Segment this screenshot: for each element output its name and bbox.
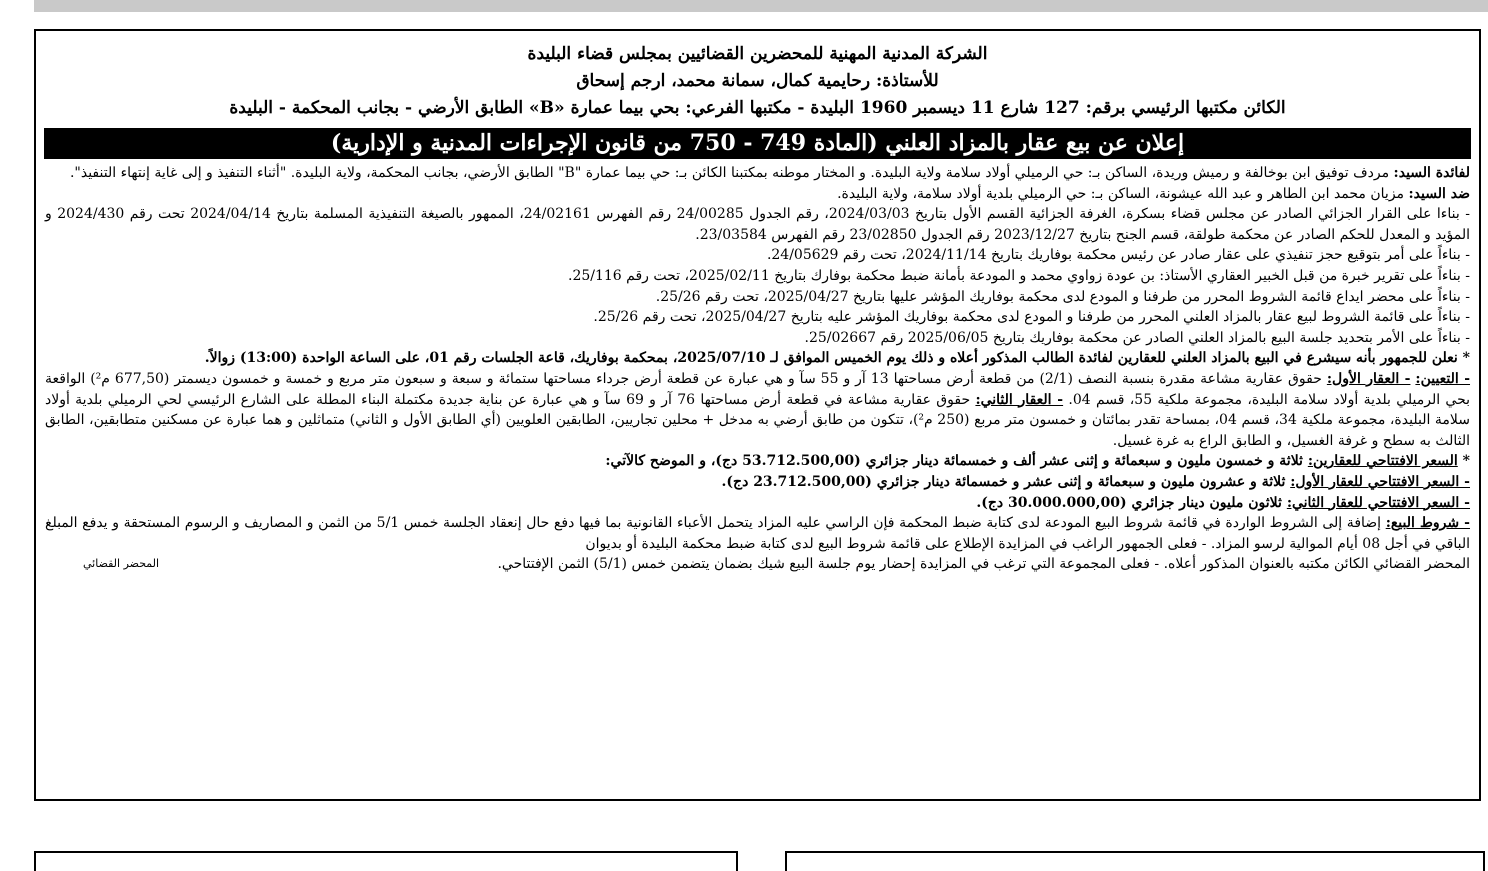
conditions-text: إضافة إلى الشروط الواردة في قائمة شروط البيع المودعة لدى كتابة ضبط المحكمة فإن الراسي عليه المزاد يتحمل الأعباء القانونية بما فيها دفع حال إنعقاد الجلسة خمس 5/1 من الثمن و المصاريف و الرسوم المستحقة و يدفع المبلغ الباقي في أجل 08 أيام الموالية لرسو المزاد. - فعلى الجمهور الراغب في المزايدة الإطلاع على قائمة شروط البيع لدى كتابة ضبط محكمة البليدة أو بديوان — [45, 515, 1470, 552]
conditions-last-line — [45, 554, 1470, 575]
total-price-prefix: * — [1457, 453, 1470, 470]
designation-paragraph — [45, 369, 1470, 451]
first-price-text: ثلاثة و عشرون مليون و سبعمائة و إثنى عشر و خمسمائة دينار جزائري (23.712.500,00 دج). — [721, 473, 1286, 490]
against-text: مزيان محمد ابن الطاهر و عبد الله عيشونة، الساكن بـ: حي الرميلي بلدية أولاد سلامة، ولاية البليدة. — [837, 185, 1405, 202]
second-price — [45, 493, 1470, 514]
public-announcement: * نعلن للجمهور بأنه سيشرع في البيع بالمزاد العلني للعقارين لفائدة الطالب المذكور أعلاه و ذلك يوم الخميس الموافق لـ 2025/07/10، بمحكمة بوفاريك، قاعة الجلسات رقم 01، على الساعة الواحدة (13:00) زوالاً. — [204, 350, 1470, 367]
beneficiary-paragraph — [45, 163, 1470, 184]
consideration-item: - بناءاً على الأمر بتحديد جلسة البيع بالمزاد العلني الصادر عن محكمة بوفاريك بتاريخ 2025/06/05 رقم 25/02667. — [804, 329, 1470, 346]
beneficiary-label: لفائدة السيد: — [1393, 165, 1470, 181]
first-property-text: حقوق عقارية مشاعة مقدرة بنسبة النصف (2/1) من قطعة أرض مساحتها 13 آر و 55 سآ و هي عبارة عن قطعة أرض جرداء مساحتها ستمائة و سبعة و سبعون متر مربع و خمسة و خمسون ديسمتر (677,50 م²) الواقعة بحي الرميلي بلدية أولاد سلامة البليدة، مجموعة ملكية 55، قسم 04. — [45, 370, 1471, 408]
auction-notice-frame — [34, 29, 1481, 801]
against-label: ضد السيد: — [1408, 185, 1470, 202]
company-name: الشركة المدنية المهنية للمحضرين القضائيين بمجلس قضاء البليدة — [527, 44, 988, 64]
conditions-label: - شروط البيع: — [1385, 515, 1470, 532]
total-price-label: السعر الافتتاحي للعقارين: — [1307, 453, 1458, 470]
second-price-text: ثلاثون مليون دينار جزائري (30.000.000,00 دج). — [976, 494, 1282, 511]
next-notice-left-border — [34, 851, 738, 871]
second-price-label: - السعر الافتتاحي للعقار الثاني: — [1286, 494, 1470, 511]
against-paragraph — [45, 184, 1470, 205]
beneficiary-text: مردف توفيق ابن بوخالفة و رميش وريدة، الساكن بـ: حي الرميلي أولاد سلامة ولاية البليدة. و المختار موطنه بمكتبنا الكائن بـ: حي بيما عمارة "B" الطابق الأرضي، بجانب المحكمة، ولاية البليدة. "أثناء التنفيذ و إلى غاية إنتهاء التنفيذ". — [69, 165, 1390, 181]
first-price — [45, 472, 1470, 493]
bailiff-signature: المحضر القضائي — [83, 557, 160, 571]
next-notice-right-border — [785, 851, 1485, 871]
conditions-last-text: المحضر القضائي الكائن مكتبه بالعنوان المذكور أعلاه. - فعلى المجموعة التي ترغب في المزايدة إحضار يوم جلسة البيع شيك بضمان يتضمن خمس (5/1) الثمن الإفتتاحي. — [497, 556, 1470, 573]
notice-title: إعلان عن بيع عقار بالمزاد العلني (المادة 749 - 750 من قانون الإجراءات المدنية و الإدارية) — [44, 128, 1471, 159]
notice-header — [36, 31, 1479, 122]
total-price — [45, 451, 1470, 472]
office-address: الكائن مكتبها الرئيسي برقم: 127 شارع 11 ديسمبر 1960 البليدة - مكتبها الفرعي: بحي بيما عمارة «B» الطابق الأرضي - بجانب المحكمة - البليدة — [229, 98, 1286, 118]
top-gray-strip — [34, 0, 1488, 12]
first-price-label: - السعر الافتتاحي للعقار الأول: — [1290, 473, 1470, 490]
consideration-item: - بناءا على القرار الجزائي الصادر عن مجلس قضاء بسكرة، الغرفة الجزائية القسم الأول بتاريخ 2024/03/03، رقم الجدول 24/00285 رقم الفهرس 24/02161، الممهور بالصيغة التنفيذية المسلمة بتاريخ 2024/04/14 تحت رقم 2024/430 و المؤيد و المعدل للحكم الصادر عن محكمة طولقة، قسم الجنح بتاريخ 2023/12/27 رقم الجدول 23/02850 رقم الفهرس 23/03584. — [45, 206, 1470, 243]
designation-label: - التعيين: — [1415, 370, 1471, 387]
lawyers-names: للأستاذة: رحايمية كمال، سمانة محمد، ارجم إسحاق — [576, 71, 939, 91]
first-property-label: - العقار الأول: — [1326, 370, 1411, 387]
consideration-item: - بناءاً على تقرير خبرة من قبل الخبير العقاري الأستاذ: بن عودة زواوي محمد و المودعة بأمانة ضبط محكمة بوفارك بتاريخ 2025/02/11، تحت رقم 25/116. — [568, 267, 1470, 284]
consideration-item: - بناءاً على أمر بتوقيع حجز تنفيذي على عقار صادر عن رئيس محكمة بوفاريك بتاريخ 2024/11/14، تحت رقم 24/05629. — [766, 247, 1470, 264]
consideration-item: - بناءاً على محضر ايداع قائمة الشروط المحرر من طرفنا و المودع لدى محكمة بوفاريك المؤشر عليها بتاريخ 2025/04/27، تحت رقم 25/26. — [655, 288, 1470, 305]
notice-body — [36, 159, 1479, 575]
second-property-text: حقوق عقارية مشاعة في قطعة أرض مساحتها 76 آر و 69 سآ و هي عبارة عن بناية جديدة مكتملة البناء المطلة على الشارع الرئيسي لحي الرميلي بلدية أولاد سلامة البليدة، مجموعة ملكية 34، قسم 04، بمساحة تقدر بمائتان و خمسون متر مربع (250 م²)، تتكون من طابق أرضي به مدخل + محلين تجاريين، الطابقين العلويين (أي الطابق الأول و الثاني) متماثلين و هما عبارة عن مسكنين متطابقين، الطابق الثالث به سطح و غرفة الغسيل، و الطابق الراع به غرة غسيل. — [45, 391, 1471, 449]
conditions-paragraph — [45, 513, 1470, 554]
consideration-item: - بناءاً على قائمة الشروط لبيع عقار بالمزاد العلني المحرر من طرفنا و المودع لدى محكمة بوفاريك المؤشر عليه بتاريخ 2025/04/27، تحت رقم 25/26. — [593, 309, 1470, 326]
second-property-label: - العقار الثاني: — [975, 391, 1064, 408]
total-price-text: ثلاثة و خمسون مليون و سبعمائة و إثنى عشر ألف و خمسمائة دينار جزائري (53.712.500,00 دج)، و الموضح كالآتي: — [605, 453, 1303, 470]
